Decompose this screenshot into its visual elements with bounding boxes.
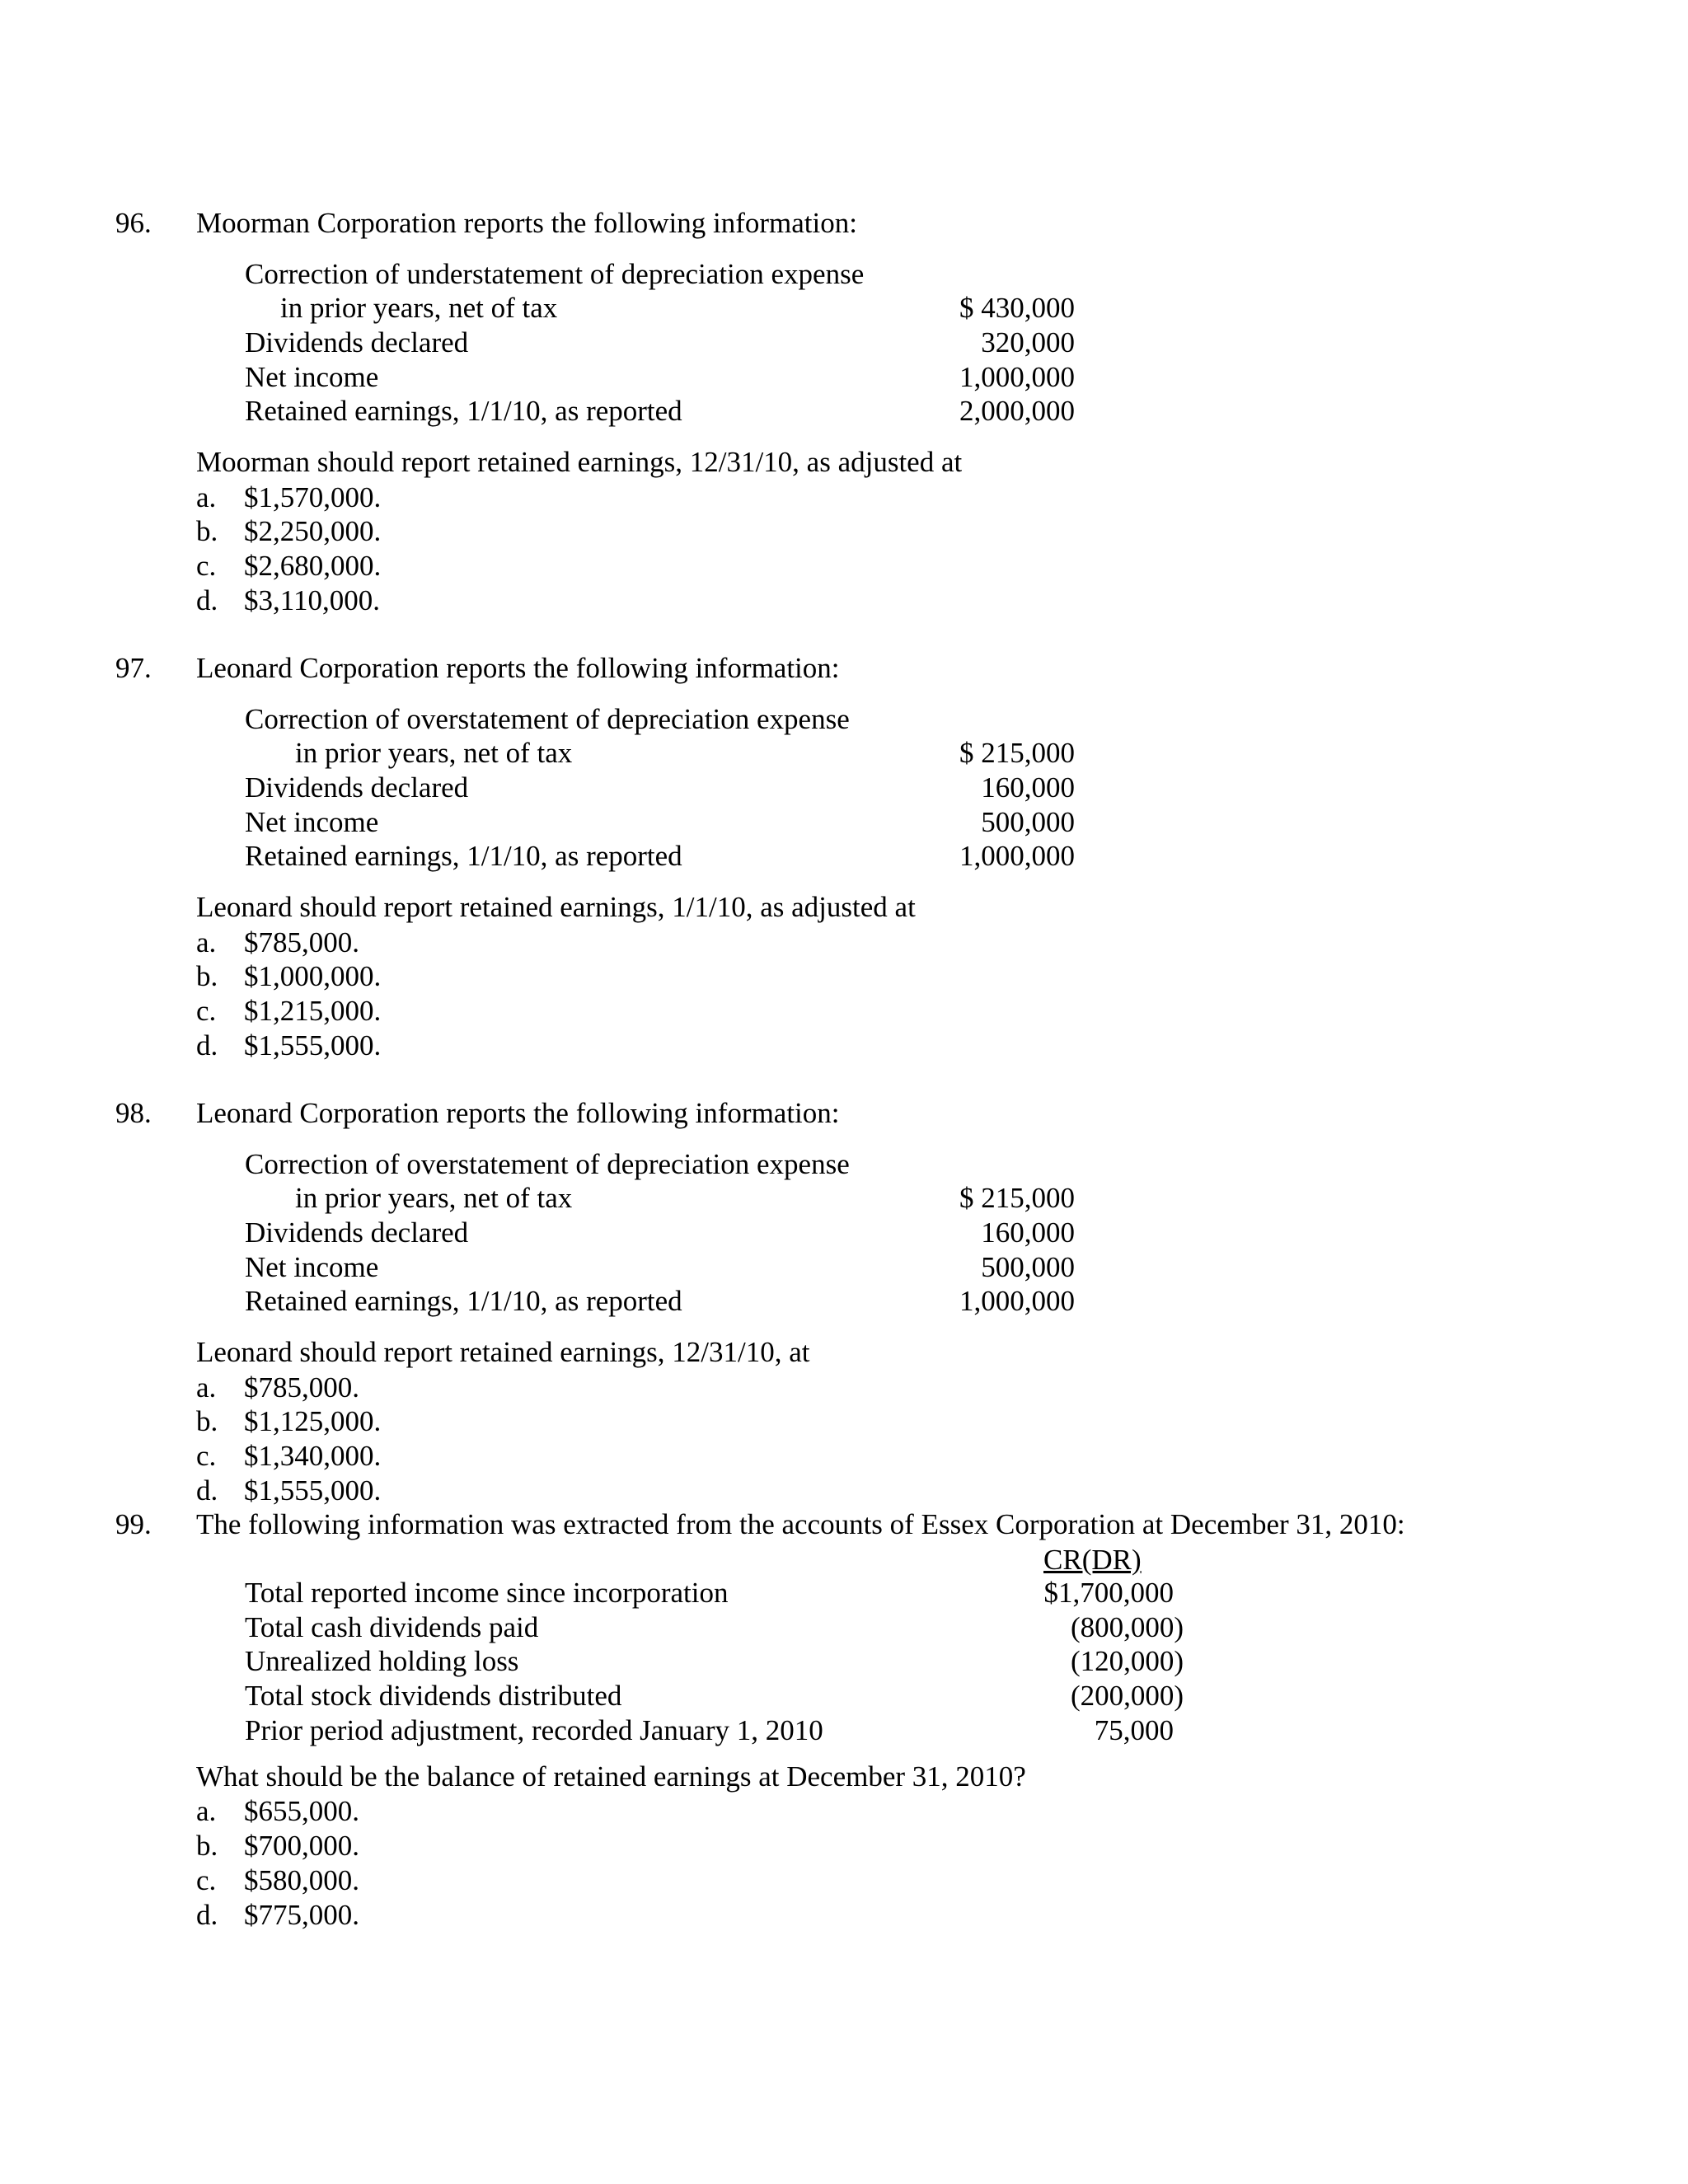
choice-text: $580,000. bbox=[244, 1864, 359, 1896]
item-amount: 500,000 bbox=[981, 1251, 1075, 1283]
question-intro: Leonard Corporation reports the following information: bbox=[196, 652, 840, 684]
item-amount: (200,000) bbox=[1070, 1680, 1184, 1712]
choice-text: $700,000. bbox=[244, 1830, 359, 1862]
item-amount: 160,000 bbox=[981, 1216, 1075, 1249]
choice-text: $655,000. bbox=[244, 1795, 359, 1827]
question-number: 97. bbox=[115, 652, 152, 684]
item-label: Dividends declared bbox=[245, 1216, 469, 1249]
item-amount: (120,000) bbox=[1070, 1645, 1184, 1677]
choice-letter: d. bbox=[196, 584, 218, 616]
item-label: Unrealized holding loss bbox=[245, 1645, 519, 1677]
item-amount: 75,000 bbox=[1094, 1714, 1174, 1746]
choice-text: $1,000,000. bbox=[244, 960, 382, 992]
choice-letter: c. bbox=[196, 1864, 217, 1896]
item-label: Net income bbox=[245, 806, 379, 838]
item-amount: 160,000 bbox=[981, 771, 1075, 804]
item-label-line1: Correction of overstatement of depreciation expense bbox=[245, 703, 850, 735]
item-amount: $ 215,000 bbox=[959, 1182, 1075, 1214]
choice-letter: b. bbox=[196, 515, 218, 547]
item-amount: 1,000,000 bbox=[959, 1285, 1075, 1317]
question-text: Leonard should report retained earnings, 12/31/10, at bbox=[196, 1336, 810, 1368]
item-label: Retained earnings, 1/1/10, as reported bbox=[245, 395, 682, 427]
choice-text: $1,340,000. bbox=[244, 1440, 382, 1472]
item-amount: 500,000 bbox=[981, 806, 1075, 838]
question-number: 96. bbox=[115, 207, 152, 239]
item-label-line1: Correction of overstatement of depreciation expense bbox=[245, 1148, 850, 1180]
choice-text: $785,000. bbox=[244, 926, 359, 958]
choice-letter: c. bbox=[196, 1440, 217, 1472]
choice-text: $1,215,000. bbox=[244, 995, 382, 1027]
choice-letter: d. bbox=[196, 1474, 218, 1507]
item-amount: 2,000,000 bbox=[959, 395, 1075, 427]
item-label-line2: in prior years, net of tax bbox=[295, 1182, 573, 1214]
item-label: Total stock dividends distributed bbox=[245, 1680, 622, 1712]
choice-text: $1,570,000. bbox=[244, 481, 382, 513]
choice-letter: d. bbox=[196, 1029, 218, 1062]
item-label: Retained earnings, 1/1/10, as reported bbox=[245, 840, 682, 872]
question-text: Leonard should report retained earnings, 1/1/10, as adjusted at bbox=[196, 891, 916, 923]
item-label-line1: Correction of understatement of depreciation expense bbox=[245, 258, 865, 290]
choice-letter: a. bbox=[196, 926, 217, 958]
choice-text: $2,250,000. bbox=[244, 515, 382, 547]
choice-text: $1,555,000. bbox=[244, 1029, 382, 1062]
item-label: Total reported income since incorporation bbox=[245, 1577, 729, 1609]
choice-text: $775,000. bbox=[244, 1899, 359, 1931]
item-label: Retained earnings, 1/1/10, as reported bbox=[245, 1285, 682, 1317]
item-label: Net income bbox=[245, 361, 379, 393]
question-intro: Leonard Corporation reports the following information: bbox=[196, 1097, 840, 1129]
choice-text: $785,000. bbox=[244, 1371, 359, 1404]
choice-letter: a. bbox=[196, 1371, 217, 1404]
item-label: Dividends declared bbox=[245, 771, 469, 804]
choice-letter: b. bbox=[196, 960, 218, 992]
choice-letter: c. bbox=[196, 550, 217, 582]
item-label: Dividends declared bbox=[245, 326, 469, 359]
choice-text: $1,125,000. bbox=[244, 1405, 382, 1437]
choice-text: $3,110,000. bbox=[244, 584, 380, 616]
item-amount: (800,000) bbox=[1070, 1611, 1184, 1643]
item-label: Prior period adjustment, recorded January 1, 2010 bbox=[245, 1714, 823, 1746]
item-amount: $1,700,000 bbox=[1043, 1577, 1174, 1609]
column-header: CR(DR) bbox=[1043, 1544, 1142, 1576]
question-number: 98. bbox=[115, 1097, 152, 1129]
item-amount: 320,000 bbox=[981, 326, 1075, 359]
question-text: What should be the balance of retained earnings at December 31, 2010? bbox=[196, 1760, 1026, 1793]
question-intro: Moorman Corporation reports the following information: bbox=[196, 207, 857, 239]
item-label: Total cash dividends paid bbox=[245, 1611, 539, 1643]
choice-letter: b. bbox=[196, 1405, 218, 1437]
item-label-line2: in prior years, net of tax bbox=[295, 737, 573, 769]
choice-letter: d. bbox=[196, 1899, 218, 1931]
question-number: 99. bbox=[115, 1508, 152, 1540]
item-label-line2: in prior years, net of tax bbox=[280, 292, 558, 324]
question-text: Moorman should report retained earnings, 12/31/10, as adjusted at bbox=[196, 446, 963, 478]
question-intro: The following information was extracted from the accounts of Essex Corporation at December 31, 2010: bbox=[196, 1508, 1405, 1540]
choice-letter: a. bbox=[196, 1795, 217, 1827]
choice-letter: a. bbox=[196, 481, 217, 513]
item-amount: $ 430,000 bbox=[959, 292, 1075, 324]
item-amount: $ 215,000 bbox=[959, 737, 1075, 769]
item-amount: 1,000,000 bbox=[959, 840, 1075, 872]
item-label: Net income bbox=[245, 1251, 379, 1283]
choice-text: $2,680,000. bbox=[244, 550, 382, 582]
choice-text: $1,555,000. bbox=[244, 1474, 382, 1507]
choice-letter: c. bbox=[196, 995, 217, 1027]
item-amount: 1,000,000 bbox=[959, 361, 1075, 393]
choice-letter: b. bbox=[196, 1830, 218, 1862]
